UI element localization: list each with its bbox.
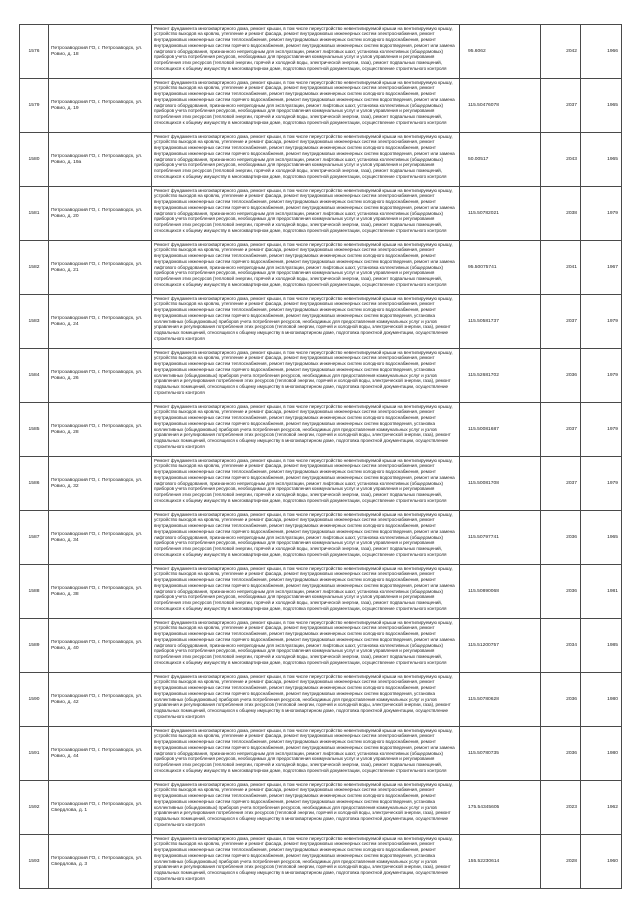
year-a-text: 2037 xyxy=(566,319,577,324)
address-cell xyxy=(49,133,152,187)
year-b-text: 1981 xyxy=(607,589,618,594)
table-row xyxy=(20,457,622,511)
amount-text: 115.51200757 xyxy=(468,643,499,648)
table-row xyxy=(20,403,622,457)
year-a-text: 2036 xyxy=(566,373,577,378)
address-cell xyxy=(49,403,152,457)
year-a-cell xyxy=(541,295,581,349)
address-cell xyxy=(49,565,152,619)
table-row xyxy=(20,79,622,133)
year-a-text: 2038 xyxy=(566,211,577,216)
year-a-text: 2036 xyxy=(566,751,577,756)
address-cell xyxy=(49,79,152,133)
row-number-cell xyxy=(20,295,49,349)
amount-cell xyxy=(460,241,541,295)
table-body xyxy=(20,25,622,889)
year-a-cell xyxy=(541,781,581,835)
works-description-cell xyxy=(152,79,460,133)
works-description-text: Ремонт фундамента многоквартирного дома, ремонт крыши, в том числе переустройство невентилируемой крыши на вентилируемую крышу, устройство выходов на кровлю, утепление и ремонт фасада, ремонт внутридомовых инженерных систем электроснабжения, ремонт внутридомовых инженерных систем теплоснабжения, ремонт внутридомовых инженерных систем холодного водоснабжения, ремонт внутридомовых инженерных систем горячего водоснабжения, ремонт внутридомовых инженерных систем водоотведения, установка коллективных (общедомовых) приборов учета потребления ресурсов, необходимых для предоставления коммунальных услуг и узлов управления и регулирования потребления этих ресурсов (тепловой энергии, горячей и холодной воды, электрической энергии, газа), ремонт подвальных помещений, относящихся к общему имуществу в многоквартирном доме, подготовка проектной документации, осуществление строительного контроля xyxy=(154,403,453,449)
table-row xyxy=(20,673,622,727)
year-a-cell xyxy=(541,673,581,727)
year-a-cell xyxy=(541,349,581,403)
year-a-cell xyxy=(541,457,581,511)
works-description-cell xyxy=(152,403,460,457)
row-number-text: 1586 xyxy=(28,481,40,486)
address-text: Петрозаводский ГО, г. Петрозаводск, ул. Ровио, д. 42 xyxy=(51,693,143,705)
row-number-cell xyxy=(20,349,49,403)
table-row xyxy=(20,727,622,781)
row-number-cell xyxy=(20,727,49,781)
address-text: Петрозаводский ГО, г. Петрозаводск, ул. Ровио, д. 40 xyxy=(51,639,143,651)
table-row xyxy=(20,565,622,619)
year-b-text: 1980 xyxy=(607,751,618,756)
works-description-text: Ремонт фундамента многоквартирного дома, ремонт крыши, в том числе переустройство невентилируемой крыши на вентилируемую крышу, устройство выходов на кровлю, утепление и ремонт фасада, ремонт внутридомовых инженерных систем электроснабжения, ремонт внутридомовых инженерных систем теплоснабжения, ремонт внутридомовых инженерных систем холодного водоснабжения, ремонт внутридомовых инженерных систем горячего водоснабжения, ремонт внутридомовых инженерных систем водоотведения, ремонт или замена лифтового оборудования, признанного непригодным для эксплуатации, ремонт лифтовых шахт, установка коллективных (общедомовых) приборов учета потребления ресурсов, необходимых для предоставления коммунальных услуг и узлов управления и регулирования потребления этих ресурсов (тепловой энергии, горячей и холодной воды, электрической энергии, газа), ремонт подвальных помещений, относящихся к общему имуществу в многоквартирном доме, подготовка проектной документации, осуществление строительного контроля xyxy=(154,79,455,125)
works-description-text: Ремонт фундамента многоквартирного дома, ремонт крыши, в том числе переустройство невентилируемой крыши на вентилируемую крышу, устройство выходов на кровлю, утепление и ремонт фасада, ремонт внутридомовых инженерных систем электроснабжения, ремонт внутридомовых инженерных систем теплоснабжения, ремонт внутридомовых инженерных систем холодного водоснабжения, ремонт внутридомовых инженерных систем горячего водоснабжения, ремонт внутридомовых инженерных систем водоотведения, ремонт или замена лифтового оборудования, признанного непригодным для эксплуатации, ремонт лифтовых шахт, установка коллективных (общедомовых) приборов учета потребления ресурсов, необходимых для предоставления коммунальных услуг и узлов управления и регулирования потребления этих ресурсов (тепловой энергии, горячей и холодной воды, электрической энергии, газа), ремонт подвальных помещений, относящихся к общему имуществу в многоквартирном доме, подготовка проектной документации, осуществление строительного контроля xyxy=(154,727,455,773)
address-cell xyxy=(49,457,152,511)
year-b-cell xyxy=(581,511,622,565)
year-a-cell xyxy=(541,241,581,295)
table-row xyxy=(20,133,622,187)
amount-text: 115.50780735 xyxy=(468,751,499,756)
address-cell xyxy=(49,835,152,889)
amount-cell xyxy=(460,349,541,403)
year-a-cell xyxy=(541,565,581,619)
works-description-cell xyxy=(152,619,460,673)
address-cell xyxy=(49,673,152,727)
year-b-cell xyxy=(581,295,622,349)
amount-text: 95.6062 xyxy=(468,49,486,54)
amount-cell xyxy=(460,295,541,349)
row-number-text: 1582 xyxy=(28,265,40,270)
row-number-cell xyxy=(20,133,49,187)
year-b-text: 1962 xyxy=(607,805,618,810)
amount-cell xyxy=(460,565,541,619)
row-number-text: 1592 xyxy=(28,805,40,810)
works-description-text: Ремонт фундамента многоквартирного дома, ремонт крыши, в том числе переустройство невентилируемой крыши на вентилируемую крышу, устройство выходов на кровлю, утепление и ремонт фасада, ремонт внутридомовых инженерных систем электроснабжения, ремонт внутридомовых инженерных систем теплоснабжения, ремонт внутридомовых инженерных систем холодного водоснабжения, ремонт внутридомовых инженерных систем горячего водоснабжения, ремонт внутридомовых инженерных систем водоотведения, установка коллективных (общедомовых) приборов учета потребления ресурсов, необходимых для предоставления коммунальных услуг и узлов управления и регулирования потребления этих ресурсов (тепловой энергии, горячей и холодной воды, электрической энергии, газа), ремонт подвальных помещений, относящихся к общему имуществу в многоквартирном доме, подготовка проектной документации, осуществление строительного контроля xyxy=(154,673,453,719)
row-number-text: 1581 xyxy=(28,211,40,216)
address-text: Петрозаводский ГО, г. Петрозаводск, ул. Ровио, д. 24 xyxy=(51,315,143,327)
works-description-cell xyxy=(152,511,460,565)
address-text: Петрозаводский ГО, г. Петрозаводск, ул. Свердлова, д. 1 xyxy=(51,801,143,813)
amount-cell xyxy=(460,457,541,511)
address-cell xyxy=(49,781,152,835)
year-a-cell xyxy=(541,619,581,673)
row-number-cell xyxy=(20,781,49,835)
address-text: Петрозаводский ГО, г. Петрозаводск, ул. Ровио, д. 44 xyxy=(51,747,143,759)
year-a-text: 2036 xyxy=(566,589,577,594)
works-description-cell xyxy=(152,781,460,835)
table-row xyxy=(20,25,622,79)
row-number-cell xyxy=(20,457,49,511)
year-a-text: 2042 xyxy=(566,49,577,54)
address-text: Петрозаводский ГО, г. Петрозаводск, ул. Ровио, д. 18 xyxy=(51,45,143,57)
address-cell xyxy=(49,727,152,781)
row-number-text: 1589 xyxy=(28,643,40,648)
works-description-text: Ремонт фундамента многоквартирного дома, ремонт крыши, в том числе переустройство невентилируемой крыши на вентилируемую крышу, устройство выходов на кровлю, утепление и ремонт фасада, ремонт внутридомовых инженерных систем электроснабжения, ремонт внутридомовых инженерных систем теплоснабжения, ремонт внутридомовых инженерных систем холодного водоснабжения, ремонт внутридомовых инженерных систем горячего водоснабжения, ремонт внутридомовых инженерных систем водоотведения, ремонт или замена лифтового оборудования, признанного непригодным для эксплуатации, ремонт лифтовых шахт, установка коллективных (общедомовых) приборов учета потребления ресурсов, необходимых для предоставления коммунальных услуг и узлов управления и регулирования потребления этих ресурсов (тепловой энергии, горячей и холодной воды, электрической энергии, газа), ремонт подвальных помещений, относящихся к общему имуществу в многоквартирном доме, подготовка проектной документации, осуществление строительного контроля xyxy=(154,25,455,71)
year-b-text: 1979 xyxy=(607,481,618,486)
row-number-text: 1580 xyxy=(28,157,40,162)
year-a-text: 2037 xyxy=(566,427,577,432)
row-number-text: 1590 xyxy=(28,697,40,702)
address-cell xyxy=(49,25,152,79)
year-b-text: 1965 xyxy=(607,535,618,540)
row-number-text: 1593 xyxy=(28,859,40,864)
year-a-text: 2034 xyxy=(566,643,577,648)
year-b-text: 1980 xyxy=(607,697,618,702)
year-b-text: 1960 xyxy=(607,859,618,864)
year-a-cell xyxy=(541,25,581,79)
amount-cell xyxy=(460,133,541,187)
works-description-cell xyxy=(152,133,460,187)
table-row xyxy=(20,295,622,349)
row-number-cell xyxy=(20,79,49,133)
amount-cell xyxy=(460,619,541,673)
year-a-text: 2043 xyxy=(566,157,577,162)
year-b-text: 1979 xyxy=(607,427,618,432)
amount-text: 175.54345605 xyxy=(468,805,500,810)
address-cell xyxy=(49,619,152,673)
works-description-text: Ремонт фундамента многоквартирного дома, ремонт крыши, в том числе переустройство невентилируемой крыши на вентилируемую крышу, устройство выходов на кровлю, утепление и ремонт фасада, ремонт внутридомовых инженерных систем электроснабжения, ремонт внутридомовых инженерных систем теплоснабжения, ремонт внутридомовых инженерных систем холодного водоснабжения, ремонт внутридомовых инженерных систем горячего водоснабжения, ремонт внутридомовых инженерных систем водоотведения, ремонт или замена лифтового оборудования, признанного непригодным для эксплуатации, ремонт лифтовых шахт, установка коллективных (общедомовых) приборов учета потребления ресурсов, необходимых для предоставления коммунальных услуг и узлов управления и регулирования потребления этих ресурсов (тепловой энергии, горячей и холодной воды, электрической энергии, газа), ремонт подвальных помещений, относящихся к общему имуществу в многоквартирном доме, подготовка проектной документации, осуществление строительного контроля xyxy=(154,565,455,611)
year-b-text: 1979 xyxy=(607,373,618,378)
year-b-cell xyxy=(581,457,622,511)
amount-cell xyxy=(460,403,541,457)
works-description-cell xyxy=(152,25,460,79)
year-b-text: 1979 xyxy=(607,319,618,324)
table-row xyxy=(20,349,622,403)
works-description-cell xyxy=(152,673,460,727)
year-b-cell xyxy=(581,25,622,79)
works-description-text: Ремонт фундамента многоквартирного дома, ремонт крыши, в том числе переустройство невентилируемой крыши на вентилируемую крышу, устройство выходов на кровлю, утепление и ремонт фасада, ремонт внутридомовых инженерных систем электроснабжения, ремонт внутридомовых инженерных систем теплоснабжения, ремонт внутридомовых инженерных систем холодного водоснабжения, ремонт внутридомовых инженерных систем горячего водоснабжения, ремонт внутридомовых инженерных систем водоотведения, ремонт или замена лифтового оборудования, признанного непригодным для эксплуатации, ремонт лифтовых шахт, установка коллективных (общедомовых) приборов учета потребления ресурсов, необходимых для предоставления коммунальных услуг и узлов управления и регулирования потребления этих ресурсов (тепловой энергии, горячей и холодной воды, электрической энергии, газа), ремонт подвальных помещений, относящихся к общему имуществу в многоквартирном доме, подготовка проектной документации, осуществление строительного контроля xyxy=(154,241,455,287)
year-a-text: 2036 xyxy=(566,535,577,540)
row-number-cell xyxy=(20,835,49,889)
row-number-cell xyxy=(20,673,49,727)
amount-cell xyxy=(460,673,541,727)
year-b-cell xyxy=(581,673,622,727)
address-text: Петрозаводский ГО, г. Петрозаводск, ул. Ровио, д. 28 xyxy=(51,423,143,435)
amount-cell xyxy=(460,727,541,781)
year-b-cell xyxy=(581,781,622,835)
table-row xyxy=(20,511,622,565)
works-description-text: Ремонт фундамента многоквартирного дома, ремонт крыши, в том числе переустройство невентилируемой крыши на вентилируемую крышу, устройство выходов на кровлю, утепление и ремонт фасада, ремонт внутридомовых инженерных систем электроснабжения, ремонт внутридомовых инженерных систем теплоснабжения, ремонт внутридомовых инженерных систем холодного водоснабжения, ремонт внутридомовых инженерных систем горячего водоснабжения, ремонт внутридомовых инженерных систем водоотведения, ремонт или замена лифтового оборудования, признанного непригодным для эксплуатации, ремонт лифтовых шахт, установка коллективных (общедомовых) приборов учета потребления ресурсов, необходимых для предоставления коммунальных услуг и узлов управления и регулирования потребления этих ресурсов (тепловой энергии, горячей и холодной воды, электрической энергии, газа), ремонт подвальных помещений, относящихся к общему имуществу в многоквартирном доме, подготовка проектной документации, осуществление строительного контроля xyxy=(154,133,455,179)
year-a-cell xyxy=(541,79,581,133)
row-number-cell xyxy=(20,25,49,79)
works-description-cell xyxy=(152,295,460,349)
year-a-text: 2041 xyxy=(566,265,577,270)
amount-cell xyxy=(460,79,541,133)
row-number-cell xyxy=(20,619,49,673)
year-a-cell xyxy=(541,187,581,241)
year-b-cell xyxy=(581,727,622,781)
amount-text: 115.50780628 xyxy=(468,697,499,702)
year-b-cell xyxy=(581,241,622,295)
amount-cell xyxy=(460,187,541,241)
table-row xyxy=(20,241,622,295)
works-description-text: Ремонт фундамента многоквартирного дома, ремонт крыши, в том числе переустройство невентилируемой крыши на вентилируемую крышу, устройство выходов на кровлю, утепление и ремонт фасада, ремонт внутридомовых инженерных систем электроснабжения, ремонт внутридомовых инженерных систем теплоснабжения, ремонт внутридомовых инженерных систем холодного водоснабжения, ремонт внутридомовых инженерных систем горячего водоснабжения, ремонт внутридомовых инженерных систем водоотведения, ремонт или замена лифтового оборудования, признанного непригодным для эксплуатации, ремонт лифтовых шахт, установка коллективных (общедомовых) приборов учета потребления ресурсов, необходимых для предоставления коммунальных услуг и узлов управления и регулирования потребления этих ресурсов (тепловой энергии, горячей и холодной воды, электрической энергии, газа), ремонт подвальных помещений, относящихся к общему имуществу в многоквартирном доме, подготовка проектной документации, осуществление строительного контроля xyxy=(154,457,455,503)
year-b-text: 1979 xyxy=(607,211,618,216)
amount-text: 115.50782021 xyxy=(468,211,499,216)
amount-cell xyxy=(460,511,541,565)
row-number-cell xyxy=(20,511,49,565)
row-number-cell xyxy=(20,403,49,457)
year-a-text: 2037 xyxy=(566,103,577,108)
row-number-text: 1579 xyxy=(28,103,40,108)
amount-text: 115.50081708 xyxy=(468,481,499,486)
year-a-text: 2023 xyxy=(566,805,577,810)
row-number-cell xyxy=(20,241,49,295)
address-cell xyxy=(49,241,152,295)
amount-cell xyxy=(460,25,541,79)
works-description-cell xyxy=(152,835,460,889)
year-b-cell xyxy=(581,349,622,403)
amount-text: 115.50081687 xyxy=(468,427,499,432)
table-row xyxy=(20,781,622,835)
address-cell xyxy=(49,187,152,241)
table-row xyxy=(20,187,622,241)
amount-cell xyxy=(460,835,541,889)
works-description-text: Ремонт фундамента многоквартирного дома, ремонт крыши, в том числе переустройство невентилируемой крыши на вентилируемую крышу, устройство выходов на кровлю, утепление и ремонт фасада, ремонт внутридомовых инженерных систем электроснабжения, ремонт внутридомовых инженерных систем теплоснабжения, ремонт внутридомовых инженерных систем холодного водоснабжения, ремонт внутридомовых инженерных систем горячего водоснабжения, ремонт внутридомовых инженерных систем водоотведения, установка коллективных (общедомовых) приборов учета потребления ресурсов, необходимых для предоставления коммунальных услуг и узлов управления и регулирования потребления этих ресурсов (тепловой энергии, горячей и холодной воды, электрической энергии, газа), ремонт подвальных помещений, относящихся к общему имуществу в многоквартирном доме, подготовка проектной документации, осуществление строительного контроля xyxy=(154,835,453,881)
year-b-cell xyxy=(581,565,622,619)
year-b-cell xyxy=(581,133,622,187)
amount-cell xyxy=(460,781,541,835)
address-cell xyxy=(49,349,152,403)
year-b-cell xyxy=(581,403,622,457)
year-a-cell xyxy=(541,835,581,889)
amount-text: 95.50075741 xyxy=(468,265,497,270)
year-b-cell xyxy=(581,187,622,241)
address-text: Петрозаводский ГО, г. Петрозаводск, ул. Ровио, д. 32 xyxy=(51,477,143,489)
address-text: Петрозаводский ГО, г. Петрозаводск, ул. Ровио, д. 38 xyxy=(51,585,143,597)
row-number-text: 1584 xyxy=(28,373,40,378)
year-b-cell xyxy=(581,79,622,133)
amount-text: 155.52230614 xyxy=(468,859,500,864)
year-b-text: 1985 xyxy=(607,643,618,648)
year-a-text: 2028 xyxy=(566,859,577,864)
repair-schedule-table xyxy=(19,24,622,889)
works-description-text: Ремонт фундамента многоквартирного дома, ремонт крыши, в том числе переустройство невентилируемой крыши на вентилируемую крышу, устройство выходов на кровлю, утепление и ремонт фасада, ремонт внутридомовых инженерных систем электроснабжения, ремонт внутридомовых инженерных систем теплоснабжения, ремонт внутридомовых инженерных систем холодного водоснабжения, ремонт внутридомовых инженерных систем горячего водоснабжения, ремонт внутридомовых инженерных систем водоотведения, ремонт или замена лифтового оборудования, признанного непригодным для эксплуатации, ремонт лифтовых шахт, установка коллективных (общедомовых) приборов учета потребления ресурсов, необходимых для предоставления коммунальных услуг и узлов управления и регулирования потребления этих ресурсов (тепловой энергии, горячей и холодной воды, электрической энергии, газа), ремонт подвальных помещений, относящихся к общему имуществу в многоквартирном доме, подготовка проектной документации, осуществление строительного контроля xyxy=(154,511,455,557)
row-number-text: 1583 xyxy=(28,319,40,324)
year-b-text: 1966 xyxy=(607,49,618,54)
amount-text: 115.50890068 xyxy=(468,589,499,594)
table-row xyxy=(20,619,622,673)
year-a-cell xyxy=(541,403,581,457)
works-description-cell xyxy=(152,457,460,511)
address-text: Петрозаводский ГО, г. Петрозаводск, ул. Ровио, д. 20 xyxy=(51,207,143,219)
works-description-cell xyxy=(152,187,460,241)
row-number-text: 1576 xyxy=(28,49,40,54)
row-number-text: 1585 xyxy=(28,427,40,432)
row-number-text: 1587 xyxy=(28,535,40,540)
year-b-cell xyxy=(581,619,622,673)
works-description-text: Ремонт фундамента многоквартирного дома, ремонт крыши, в том числе переустройство невентилируемой крыши на вентилируемую крышу, устройство выходов на кровлю, утепление и ремонт фасада, ремонт внутридомовых инженерных систем электроснабжения, ремонт внутридомовых инженерных систем теплоснабжения, ремонт внутридомовых инженерных систем холодного водоснабжения, ремонт внутридомовых инженерных систем горячего водоснабжения, ремонт внутридомовых инженерных систем водоотведения, ремонт или замена лифтового оборудования, признанного непригодным для эксплуатации, ремонт лифтовых шахт, установка коллективных (общедомовых) приборов учета потребления ресурсов, необходимых для предоставления коммунальных услуг и узлов управления и регулирования потребления этих ресурсов (тепловой энергии, горячей и холодной воды, электрической энергии, газа), ремонт подвальных помещений, относящихся к общему имуществу в многоквартирном доме, подготовка проектной документации, осуществление строительного контроля xyxy=(154,187,455,233)
year-b-text: 1965 xyxy=(607,157,618,162)
row-number-cell xyxy=(20,187,49,241)
amount-text: 115.50476078 xyxy=(468,103,499,108)
document-page xyxy=(19,24,621,889)
row-number-text: 1591 xyxy=(28,751,40,756)
year-a-cell xyxy=(541,133,581,187)
works-description-cell xyxy=(152,727,460,781)
works-description-cell xyxy=(152,241,460,295)
amount-text: 115.50581737 xyxy=(468,319,499,324)
year-a-cell xyxy=(541,511,581,565)
year-a-cell xyxy=(541,727,581,781)
address-cell xyxy=(49,295,152,349)
works-description-cell xyxy=(152,349,460,403)
address-text: Петрозаводский ГО, г. Петрозаводск, ул. Ровио, д. 34 xyxy=(51,531,143,543)
amount-text: 115.50797741 xyxy=(468,535,499,540)
table-row xyxy=(20,835,622,889)
address-text: Петрозаводский ГО, г. Петрозаводск, ул. Свердлова, д. 3 xyxy=(51,855,143,867)
year-b-text: 1965 xyxy=(607,103,618,108)
works-description-text: Ремонт фундамента многоквартирного дома, ремонт крыши, в том числе переустройство невентилируемой крыши на вентилируемую крышу, устройство выходов на кровлю, утепление и ремонт фасада, ремонт внутридомовых инженерных систем электроснабжения, ремонт внутридомовых инженерных систем теплоснабжения, ремонт внутридомовых инженерных систем холодного водоснабжения, ремонт внутридомовых инженерных систем горячего водоснабжения, ремонт внутридомовых инженерных систем водоотведения, установка коллективных (общедомовых) приборов учета потребления ресурсов, необходимых для предоставления коммунальных услуг и узлов управления и регулирования потребления этих ресурсов (тепловой энергии, горячей и холодной воды, электрической энергии, газа), ремонт подвальных помещений, относящихся к общему имуществу в многоквартирном доме, подготовка проектной документации, осуществление строительного контроля xyxy=(154,295,453,341)
works-description-text: Ремонт фундамента многоквартирного дома, ремонт крыши, в том числе переустройство невентилируемой крыши на вентилируемую крышу, устройство выходов на кровлю, утепление и ремонт фасада, ремонт внутридомовых инженерных систем электроснабжения, ремонт внутридомовых инженерных систем теплоснабжения, ремонт внутридомовых инженерных систем холодного водоснабжения, ремонт внутридомовых инженерных систем горячего водоснабжения, ремонт внутридомовых инженерных систем водоотведения, установка коллективных (общедомовых) приборов учета потребления ресурсов, необходимых для предоставления коммунальных услуг и узлов управления и регулирования потребления этих ресурсов (тепловой энергии, горячей и холодной воды, электрической энергии, газа), ремонт подвальных помещений, относящихся к общему имуществу в многоквартирном доме, подготовка проектной документации, осуществление строительного контроля xyxy=(154,349,453,395)
address-text: Петрозаводский ГО, г. Петрозаводск, ул. Ровио, д. 21 xyxy=(51,261,143,273)
works-description-cell xyxy=(152,565,460,619)
row-number-text: 1588 xyxy=(28,589,40,594)
year-b-text: 1967 xyxy=(607,265,618,270)
row-number-cell xyxy=(20,565,49,619)
works-description-text: Ремонт фундамента многоквартирного дома, ремонт крыши, в том числе переустройство невентилируемой крыши на вентилируемую крышу, устройство выходов на кровлю, утепление и ремонт фасада, ремонт внутридомовых инженерных систем электроснабжения, ремонт внутридомовых инженерных систем теплоснабжения, ремонт внутридомовых инженерных систем холодного водоснабжения, ремонт внутридомовых инженерных систем горячего водоснабжения, ремонт внутридомовых инженерных систем водоотведения, установка коллективных (общедомовых) приборов учета потребления ресурсов, необходимых для предоставления коммунальных услуг и узлов управления и регулирования потребления этих ресурсов (тепловой энергии, горячей и холодной воды, электрической энергии, газа), ремонт подвальных помещений, относящихся к общему имуществу в многоквартирном доме, подготовка проектной документации, осуществление строительного контроля xyxy=(154,781,453,827)
year-b-cell xyxy=(581,835,622,889)
address-cell xyxy=(49,511,152,565)
year-a-text: 2037 xyxy=(566,481,577,486)
address-text: Петрозаводский ГО, г. Петрозаводск, ул. Ровио, д. 19 xyxy=(51,99,143,111)
works-description-text: Ремонт фундамента многоквартирного дома, ремонт крыши, в том числе переустройство невентилируемой крыши на вентилируемую крышу, устройство выходов на кровлю, утепление и ремонт фасада, ремонт внутридомовых инженерных систем электроснабжения, ремонт внутридомовых инженерных систем теплоснабжения, ремонт внутридомовых инженерных систем холодного водоснабжения, ремонт внутридомовых инженерных систем горячего водоснабжения, ремонт внутридомовых инженерных систем водоотведения, ремонт или замена лифтового оборудования, признанного непригодным для эксплуатации, ремонт лифтовых шахт, установка коллективных (общедомовых) приборов учета потребления ресурсов, необходимых для предоставления коммунальных услуг и узлов управления и регулирования потребления этих ресурсов (тепловой энергии, горячей и холодной воды, электрической энергии, газа), ремонт подвальных помещений, относящихся к общему имуществу в многоквартирном доме, подготовка проектной документации, осуществление строительного контроля xyxy=(154,619,455,665)
address-text: Петрозаводский ГО, г. Петрозаводск, ул. Ровио, д. 26 xyxy=(51,369,143,381)
address-text: Петрозаводский ГО, г. Петрозаводск, ул. Ровио, д. 19а xyxy=(51,153,143,165)
amount-text: 115.52681702 xyxy=(468,373,499,378)
amount-text: 50.00517 xyxy=(468,157,489,162)
year-a-text: 2036 xyxy=(566,697,577,702)
